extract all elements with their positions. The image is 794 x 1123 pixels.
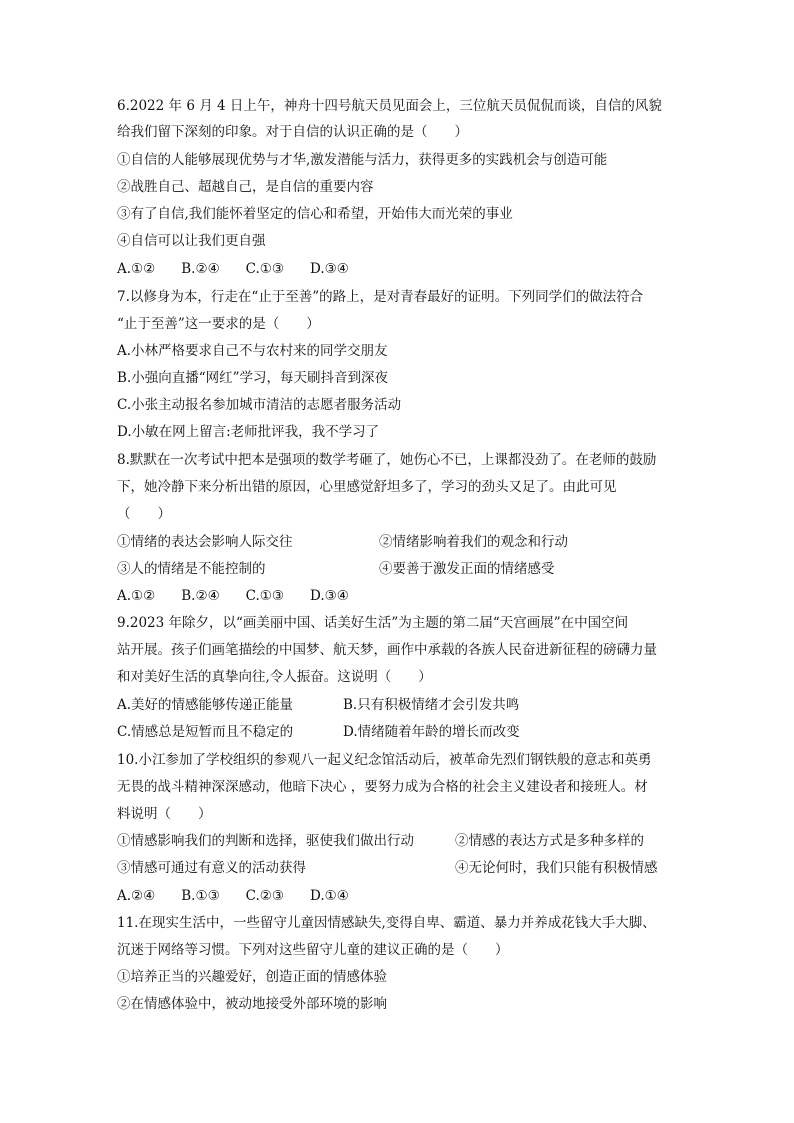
q8-item-3: ③人的情绪是不能控制的: [117, 561, 266, 577]
q7-option-a: A.小林严格要求自己不与农村来的同学交朋友: [117, 343, 388, 359]
q6-stem-line2: 给我们留下深刻的印象。对于自信的认识正确的是（ ）: [117, 124, 468, 140]
q6-stem-line1: 6.2022 年 6 月 4 日上午，神舟十四号航天员见面会上，三位航天员侃侃而谈，自信的风貌: [117, 98, 662, 114]
q10-option-c: C.②③: [245, 888, 285, 904]
q10-stem-line1: 10.小江参加了学校组织的参观八一起义纪念馆活动后，被革命先烈们钢铁般的意志和英勇: [117, 752, 652, 768]
q9-option-c: C.情感总是短暂而且不稳定的: [117, 724, 294, 740]
q10-item-2: ②情感的表达方式是多种多样的: [455, 833, 644, 849]
q6-option-a: A.①②: [117, 261, 156, 277]
q6-item-4: ④自信可以让我们更自强: [117, 233, 266, 249]
q8-option-d: D.③④: [310, 588, 349, 604]
q11-item-1: ①培养正当的兴趣爱好，创造正面的情感体验: [117, 969, 387, 985]
q11-stem-line1: 11.在现实生活中，一些留守儿童因情感缺失,变得自卑、霸道、暴力并养成花钱大手大脚、: [117, 915, 656, 931]
q6-item-1: ①自信的人能够展现优势与才华,激发潜能与活力，获得更多的实践机会与创造可能: [117, 152, 608, 168]
q9-stem-line1: 9.2023 年除夕，以“画美丽中国、话美好生活”为主题的第二届“天宫画展”在中国空间: [117, 615, 629, 631]
q8-stem-line3: （ ）: [117, 506, 171, 522]
q9-option-b: B.只有积极情绪才会引发共鸣: [343, 697, 520, 713]
q9-option-a: A.美好的情感能够传递正能量: [117, 697, 294, 713]
q7-option-c: C.小张主动报名参加城市清洁的志愿者服务活动: [117, 397, 402, 413]
q8-item-4: ④要善于激发正面的情绪感受: [379, 561, 555, 577]
q7-option-b: B.小强向直播“网红”学习，每天刷抖音到深夜: [117, 370, 389, 386]
q6-options: [117, 259, 375, 279]
q7-stem-line1: 7.以修身为本，行走在“止于至善”的路上，是对青春最好的证明。下列同学们的做法符合: [117, 289, 644, 305]
q11-item-2: ②在情感体验中，被动地接受外部环境的影响: [117, 996, 387, 1012]
q10-item-4: ④无论何时，我们只能有积极情感: [455, 860, 658, 876]
q6-item-3: ③有了自信,我们能怀着坚定的信心和希望，开始伟大而光荣的事业: [117, 206, 513, 222]
q9-stem-line3: 和对美好生活的真挚向往,令人振奋。这说明（ ）: [117, 669, 432, 685]
q9-option-d: D.情绪随着年龄的增长而改变: [343, 724, 520, 740]
q10-options: [117, 886, 375, 906]
q8-option-b: B.②④: [181, 588, 220, 604]
q6-option-d: D.③④: [310, 261, 349, 277]
q11-stem-line2: 沉迷于网络等习惯。下列对这些留守儿童的建议正确的是（ ）: [117, 942, 509, 958]
q10-item-3: ③情感可通过有意义的活动获得: [117, 860, 306, 876]
q10-option-a: A.②④: [117, 888, 156, 904]
q10-stem-line3: 料说明（ ）: [117, 806, 212, 822]
q7-stem-line2: “止于至善”这一要求的是（ ）: [117, 316, 320, 332]
q8-option-c: C.①③: [245, 588, 285, 604]
q10-stem-line2: 无畏的战斗精神深深感动，他暗下决心 ，要努力成为合格的社会主义建设者和接班人。材: [117, 779, 648, 795]
q8-stem-line2: 下，她冷静下来分析出错的原因，心里感觉舒坦多了，学习的劲头又足了。由此可见: [117, 479, 617, 495]
q8-option-a: A.①②: [117, 588, 156, 604]
q7-option-d: D.小敏在网上留言:老师批评我，我不学习了: [117, 424, 380, 440]
q8-stem-line1: 8.默默在一次考试中把本是强项的数学考砸了，她伤心不已，上课都没劲了。在老师的鼓励: [117, 452, 657, 468]
q6-option-b: B.②④: [181, 261, 220, 277]
q10-option-b: B.①③: [181, 888, 220, 904]
q6-option-c: C.①③: [245, 261, 285, 277]
q10-option-d: D.①④: [310, 888, 349, 904]
q8-item-1: ①情绪的表达会影响人际交往: [117, 534, 293, 550]
q6-item-2: ②战胜自己、超越自己，是自信的重要内容: [117, 179, 374, 195]
q9-stem-line2: 站开展。孩子们画笔描绘的中国梦、航天梦，画作中承载的各族人民奋进新征程的磅礴力量: [117, 642, 657, 658]
q10-item-1: ①情感影响我们的判断和选择，驱使我们做出行动: [117, 833, 414, 849]
q8-item-2: ②情绪影响着我们的观念和行动: [379, 534, 568, 550]
q8-options: [117, 586, 375, 606]
